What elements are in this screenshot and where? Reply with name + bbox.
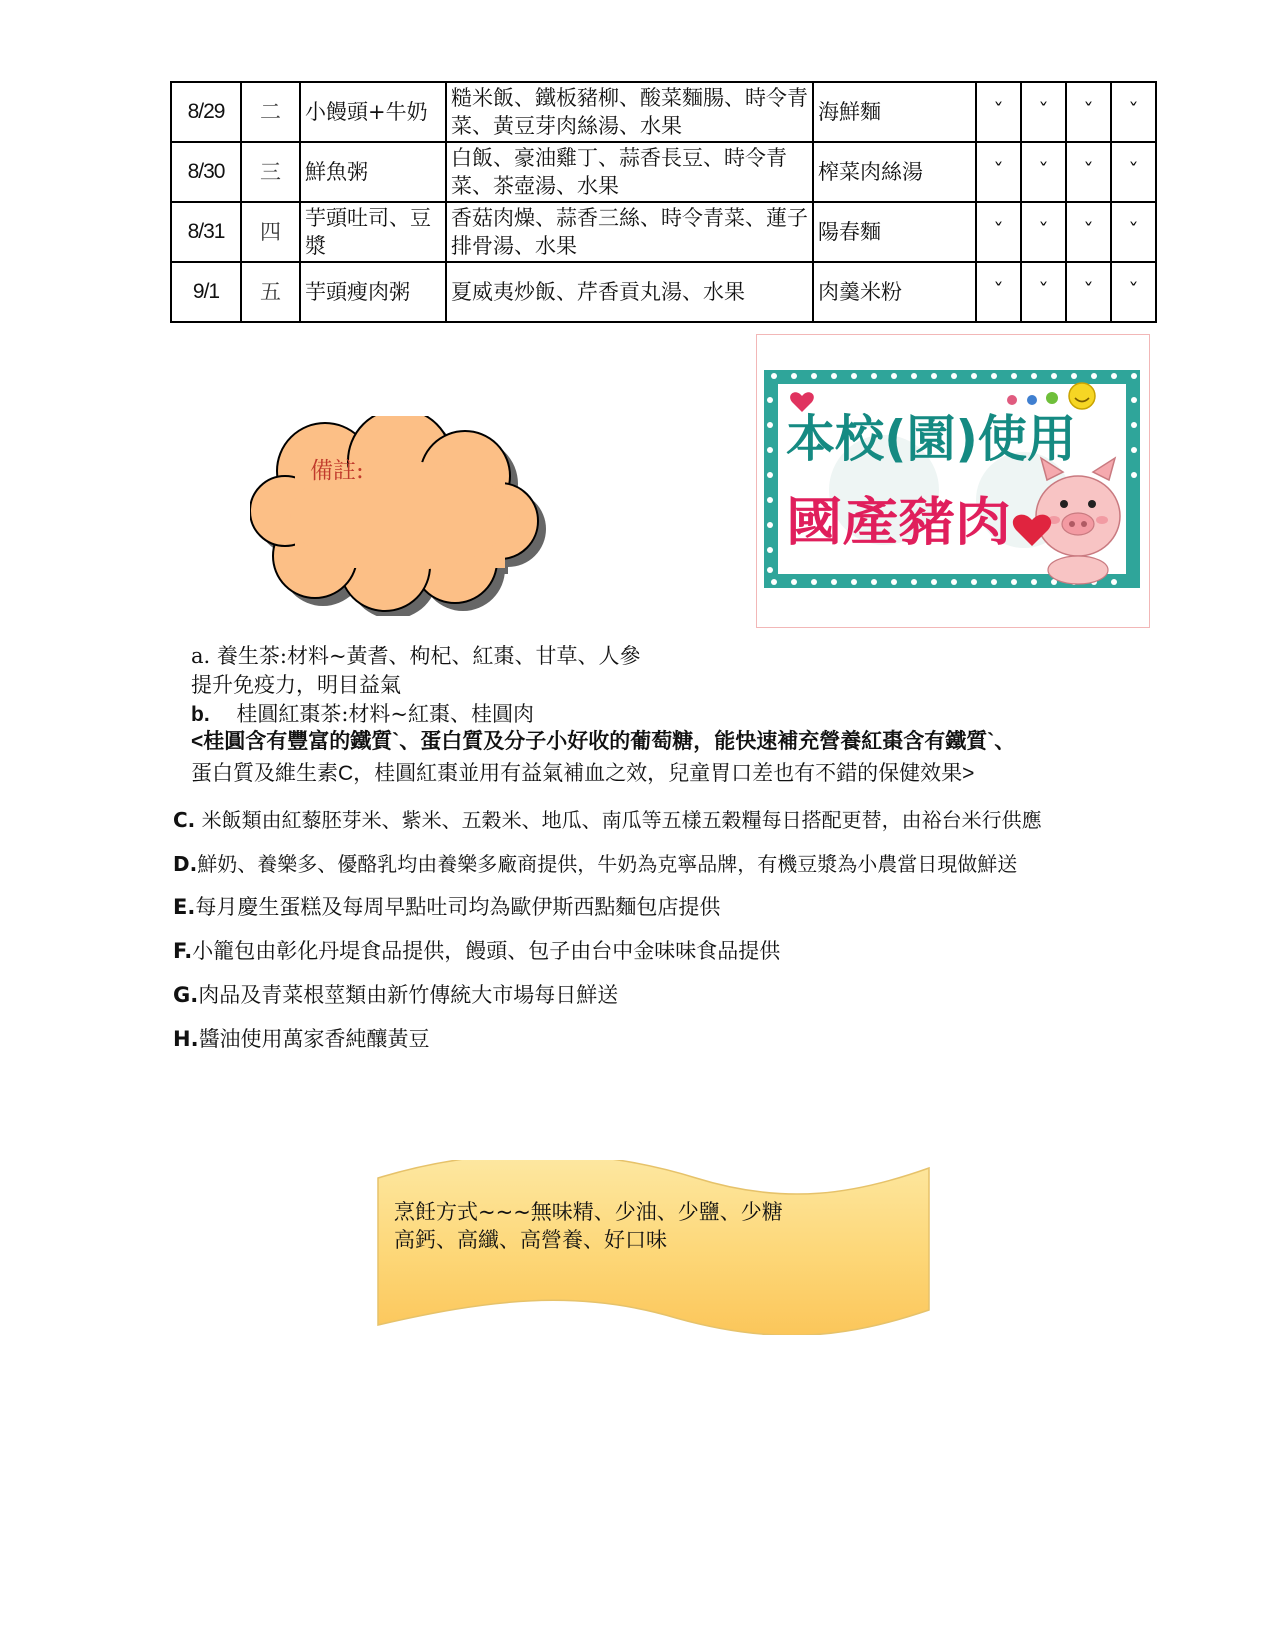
menu-table-body <box>171 82 1156 322</box>
list-key: H. <box>173 1027 199 1051</box>
check-mark-cell: ˇ <box>1021 202 1066 262</box>
list-item <box>173 893 720 921</box>
date-cell: 8/31 <box>171 202 241 262</box>
list-text: 肉品及青菜根莖類由新竹傳統大市場每日鮮送 <box>198 983 619 1007</box>
lunch-cell: 糙米飯、鐵板豬柳、酸菜麵腸、時令青菜、黃豆芽肉絲湯、水果 <box>446 82 813 142</box>
snack-cell: 海鮮麵 <box>813 82 976 142</box>
list-text: 醬油使用萬家香純釀黃豆 <box>198 1027 430 1051</box>
list-item <box>173 937 780 965</box>
list-key: F. <box>173 939 193 963</box>
table-row <box>171 82 1156 142</box>
table-row <box>171 202 1156 262</box>
sign-line2: 國產豬肉 <box>786 493 1011 553</box>
list-text: 米飯類由紅藜胚芽米、紫米、五穀米、地瓜、南瓜等五樣五穀糧每日搭配更替，由裕台米行供應 <box>201 808 1042 832</box>
breakfast-cell: 小饅頭+牛奶 <box>300 82 446 142</box>
cloud-shape <box>250 416 550 616</box>
weekday-cell: 四 <box>241 202 300 262</box>
note-b-desc1: <桂圓含有豐富的鐵質`、蛋白質及分子小好收的葡萄糖，能快速補充營養紅棗含有鐵質`、 <box>191 730 1016 753</box>
check-mark-cell: ˇ <box>1066 202 1111 262</box>
list-item <box>173 981 618 1009</box>
sign-line1: 本校(園)使用 <box>786 410 1076 468</box>
table-row <box>171 262 1156 322</box>
check-mark-cell: ˇ <box>1021 82 1066 142</box>
date-cell: 8/30 <box>171 142 241 202</box>
note-b-label: b. <box>191 703 210 726</box>
check-mark-cell: ˇ <box>1021 142 1066 202</box>
table-row <box>171 142 1156 202</box>
note-b-text: 桂圓紅棗茶:材料~紅棗、桂圓肉 <box>236 702 535 726</box>
check-mark-cell: ˇ <box>1066 82 1111 142</box>
list-text: 鮮奶、養樂多、優酪乳均由養樂多廠商提供，牛奶為克寧品牌，有機豆漿為小農當日現做鮮送 <box>197 852 1018 876</box>
note-a-line2: 提升免疫力，明目益氣 <box>191 673 401 697</box>
list-item <box>173 1025 430 1053</box>
list-key: D. <box>173 852 198 876</box>
check-mark-cell: ˇ <box>1066 142 1111 202</box>
weekday-cell: 三 <box>241 142 300 202</box>
check-mark-cell: ˇ <box>1111 142 1156 202</box>
pork-sign <box>764 370 1140 588</box>
remarks-label: 備註: <box>310 458 364 484</box>
menu-table <box>170 81 1157 323</box>
dot-icon <box>1046 392 1058 404</box>
list-key: E. <box>173 895 196 919</box>
check-mark-cell: ˇ <box>1111 82 1156 142</box>
check-mark-cell: ˇ <box>1066 262 1111 322</box>
breakfast-cell: 鮮魚粥 <box>300 142 446 202</box>
lunch-cell: 夏威夷炒飯、芹香貢丸湯、水果 <box>446 262 813 322</box>
date-cell: 8/29 <box>171 82 241 142</box>
dot-icon <box>1027 395 1037 405</box>
snack-cell: 肉羹米粉 <box>813 262 976 322</box>
check-mark-cell: ˇ <box>1111 202 1156 262</box>
lunch-cell: 香菇肉燥、蒜香三絲、時令青菜、蓮子排骨湯、水果 <box>446 202 813 262</box>
weekday-cell: 五 <box>241 262 300 322</box>
snack-cell: 陽春麵 <box>813 202 976 262</box>
dot-icon <box>1007 395 1017 405</box>
smiley-icon <box>1069 383 1095 409</box>
list-text: 小籠包由彰化丹堤食品提供，饅頭、包子由台中金味味食品提供 <box>192 939 781 963</box>
list-key: G. <box>173 983 199 1007</box>
snack-cell: 榨菜肉絲湯 <box>813 142 976 202</box>
check-mark-cell: ˇ <box>1021 262 1066 322</box>
note-b-desc2: 蛋白質及維生素C，桂圓紅棗並用有益氣補血之效，兒童胃口差也有不錯的保健效果> <box>191 762 975 785</box>
breakfast-cell: 芋頭吐司、豆漿 <box>300 202 446 262</box>
check-mark-cell: ˇ <box>976 142 1021 202</box>
note-b-line <box>191 700 534 729</box>
check-mark-cell: ˇ <box>976 202 1021 262</box>
lunch-cell: 白飯、豪油雞丁、蒜香長豆、時令青菜、茶壺湯、水果 <box>446 142 813 202</box>
banner-line2: 高鈣、高纖、高營養、好口味 <box>394 1228 667 1252</box>
check-mark-cell: ˇ <box>1111 262 1156 322</box>
weekday-cell: 二 <box>241 82 300 142</box>
check-mark-cell: ˇ <box>976 262 1021 322</box>
banner-line1: 烹飪方式~~~無味精、少油、少鹽、少糖 <box>394 1200 783 1224</box>
note-a-line1: a. 養生茶:材料~黃耆、枸杞、紅棗、甘草、人參 <box>191 644 641 668</box>
banner-text <box>394 1198 783 1254</box>
check-mark-cell: ˇ <box>976 82 1021 142</box>
list-item <box>173 850 1017 878</box>
breakfast-cell: 芋頭瘦肉粥 <box>300 262 446 322</box>
date-cell: 9/1 <box>171 262 241 322</box>
list-item <box>173 806 1042 834</box>
list-text: 每月慶生蛋糕及每周早點吐司均為歐伊斯西點麵包店提供 <box>195 895 721 919</box>
list-key: C. <box>173 808 196 832</box>
